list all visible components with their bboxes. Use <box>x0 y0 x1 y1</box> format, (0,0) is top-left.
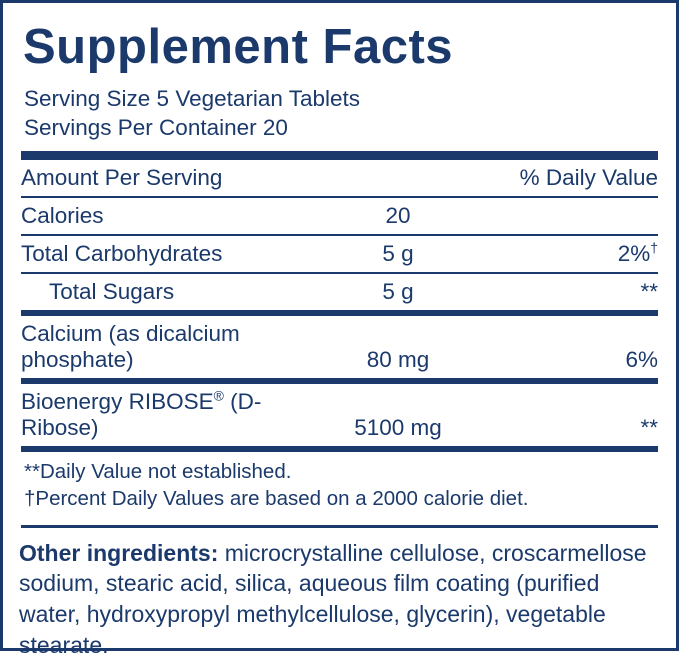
other-ingredients <box>3 528 676 660</box>
row-dv-value: 2% <box>617 241 651 267</box>
table-row <box>21 274 658 310</box>
servings-per-container: Servings Per Container 20 <box>24 114 288 140</box>
row-amount-total-sugars: 5 g <box>382 279 414 305</box>
page-title: Supplement Facts <box>23 20 454 74</box>
row-dv-calories <box>493 198 658 234</box>
table-row <box>21 198 658 234</box>
nutrition-rows-calories <box>21 198 658 234</box>
nutrition-rows-ribose <box>21 384 658 446</box>
row-name-tail: (D-Ribose) <box>21 389 262 441</box>
row-name-total-sugars: Total Sugars <box>49 279 175 305</box>
footnote-daily-value-not-established: **Daily Value not established. <box>24 460 292 484</box>
divider-medium-3 <box>21 446 658 452</box>
table-row <box>21 316 658 378</box>
other-ingredients-label: Other ingredients: <box>19 539 219 566</box>
row-dv-calcium: 6% <box>625 347 658 373</box>
nutrition-rows-carbs <box>21 236 658 272</box>
row-name-calories: Calories <box>21 203 104 229</box>
footnotes <box>24 459 658 512</box>
dagger-symbol: † <box>650 239 658 256</box>
table-row <box>21 384 658 446</box>
registered-trademark-icon: ® <box>213 387 224 404</box>
row-amount-bioenergy-ribose: 5100 mg <box>354 415 442 441</box>
row-dv-bioenergy-ribose: ** <box>640 415 658 441</box>
row-name-total-carbohydrates: Total Carbohydrates <box>21 241 223 267</box>
nutrition-rows-sugars <box>21 274 658 310</box>
row-amount-calcium: 80 mg <box>366 347 430 373</box>
footnote-percent-daily-values: †Percent Daily Values are based on a 2000 calorie diet. <box>24 487 529 511</box>
divider-thick-top <box>21 151 658 160</box>
nutrition-rows-calcium <box>21 316 658 378</box>
row-amount-calories: 20 <box>385 203 411 229</box>
other-ingredients-text: microcrystalline cellulose, croscarmellose sodium, stearic acid, silica, aqueous film coating (purified water, hydroxypropyl methylcellulose, glycerin), vegetable stearate. <box>19 539 647 658</box>
row-dv-total-carbohydrates <box>493 236 658 272</box>
header-daily-value: % Daily Value <box>519 165 658 191</box>
supplement-facts-inner <box>3 3 676 528</box>
table-row <box>21 236 658 272</box>
row-name-calcium: Calcium (as dicalcium phosphate) <box>21 321 240 373</box>
nutrition-table <box>21 160 658 196</box>
row-amount-total-carbohydrates: 5 g <box>382 241 414 267</box>
row-name-bioenergy-ribose <box>21 384 303 446</box>
serving-info <box>24 85 658 143</box>
header-amount-per-serving: Amount Per Serving <box>21 165 223 191</box>
header-amount-spacer <box>303 160 493 196</box>
serving-size: Serving Size 5 Vegetarian Tablets <box>24 85 361 111</box>
row-dv-total-sugars: ** <box>640 279 658 305</box>
table-header-row <box>21 160 658 196</box>
row-name-main: Bioenergy RIBOSE <box>21 389 214 415</box>
